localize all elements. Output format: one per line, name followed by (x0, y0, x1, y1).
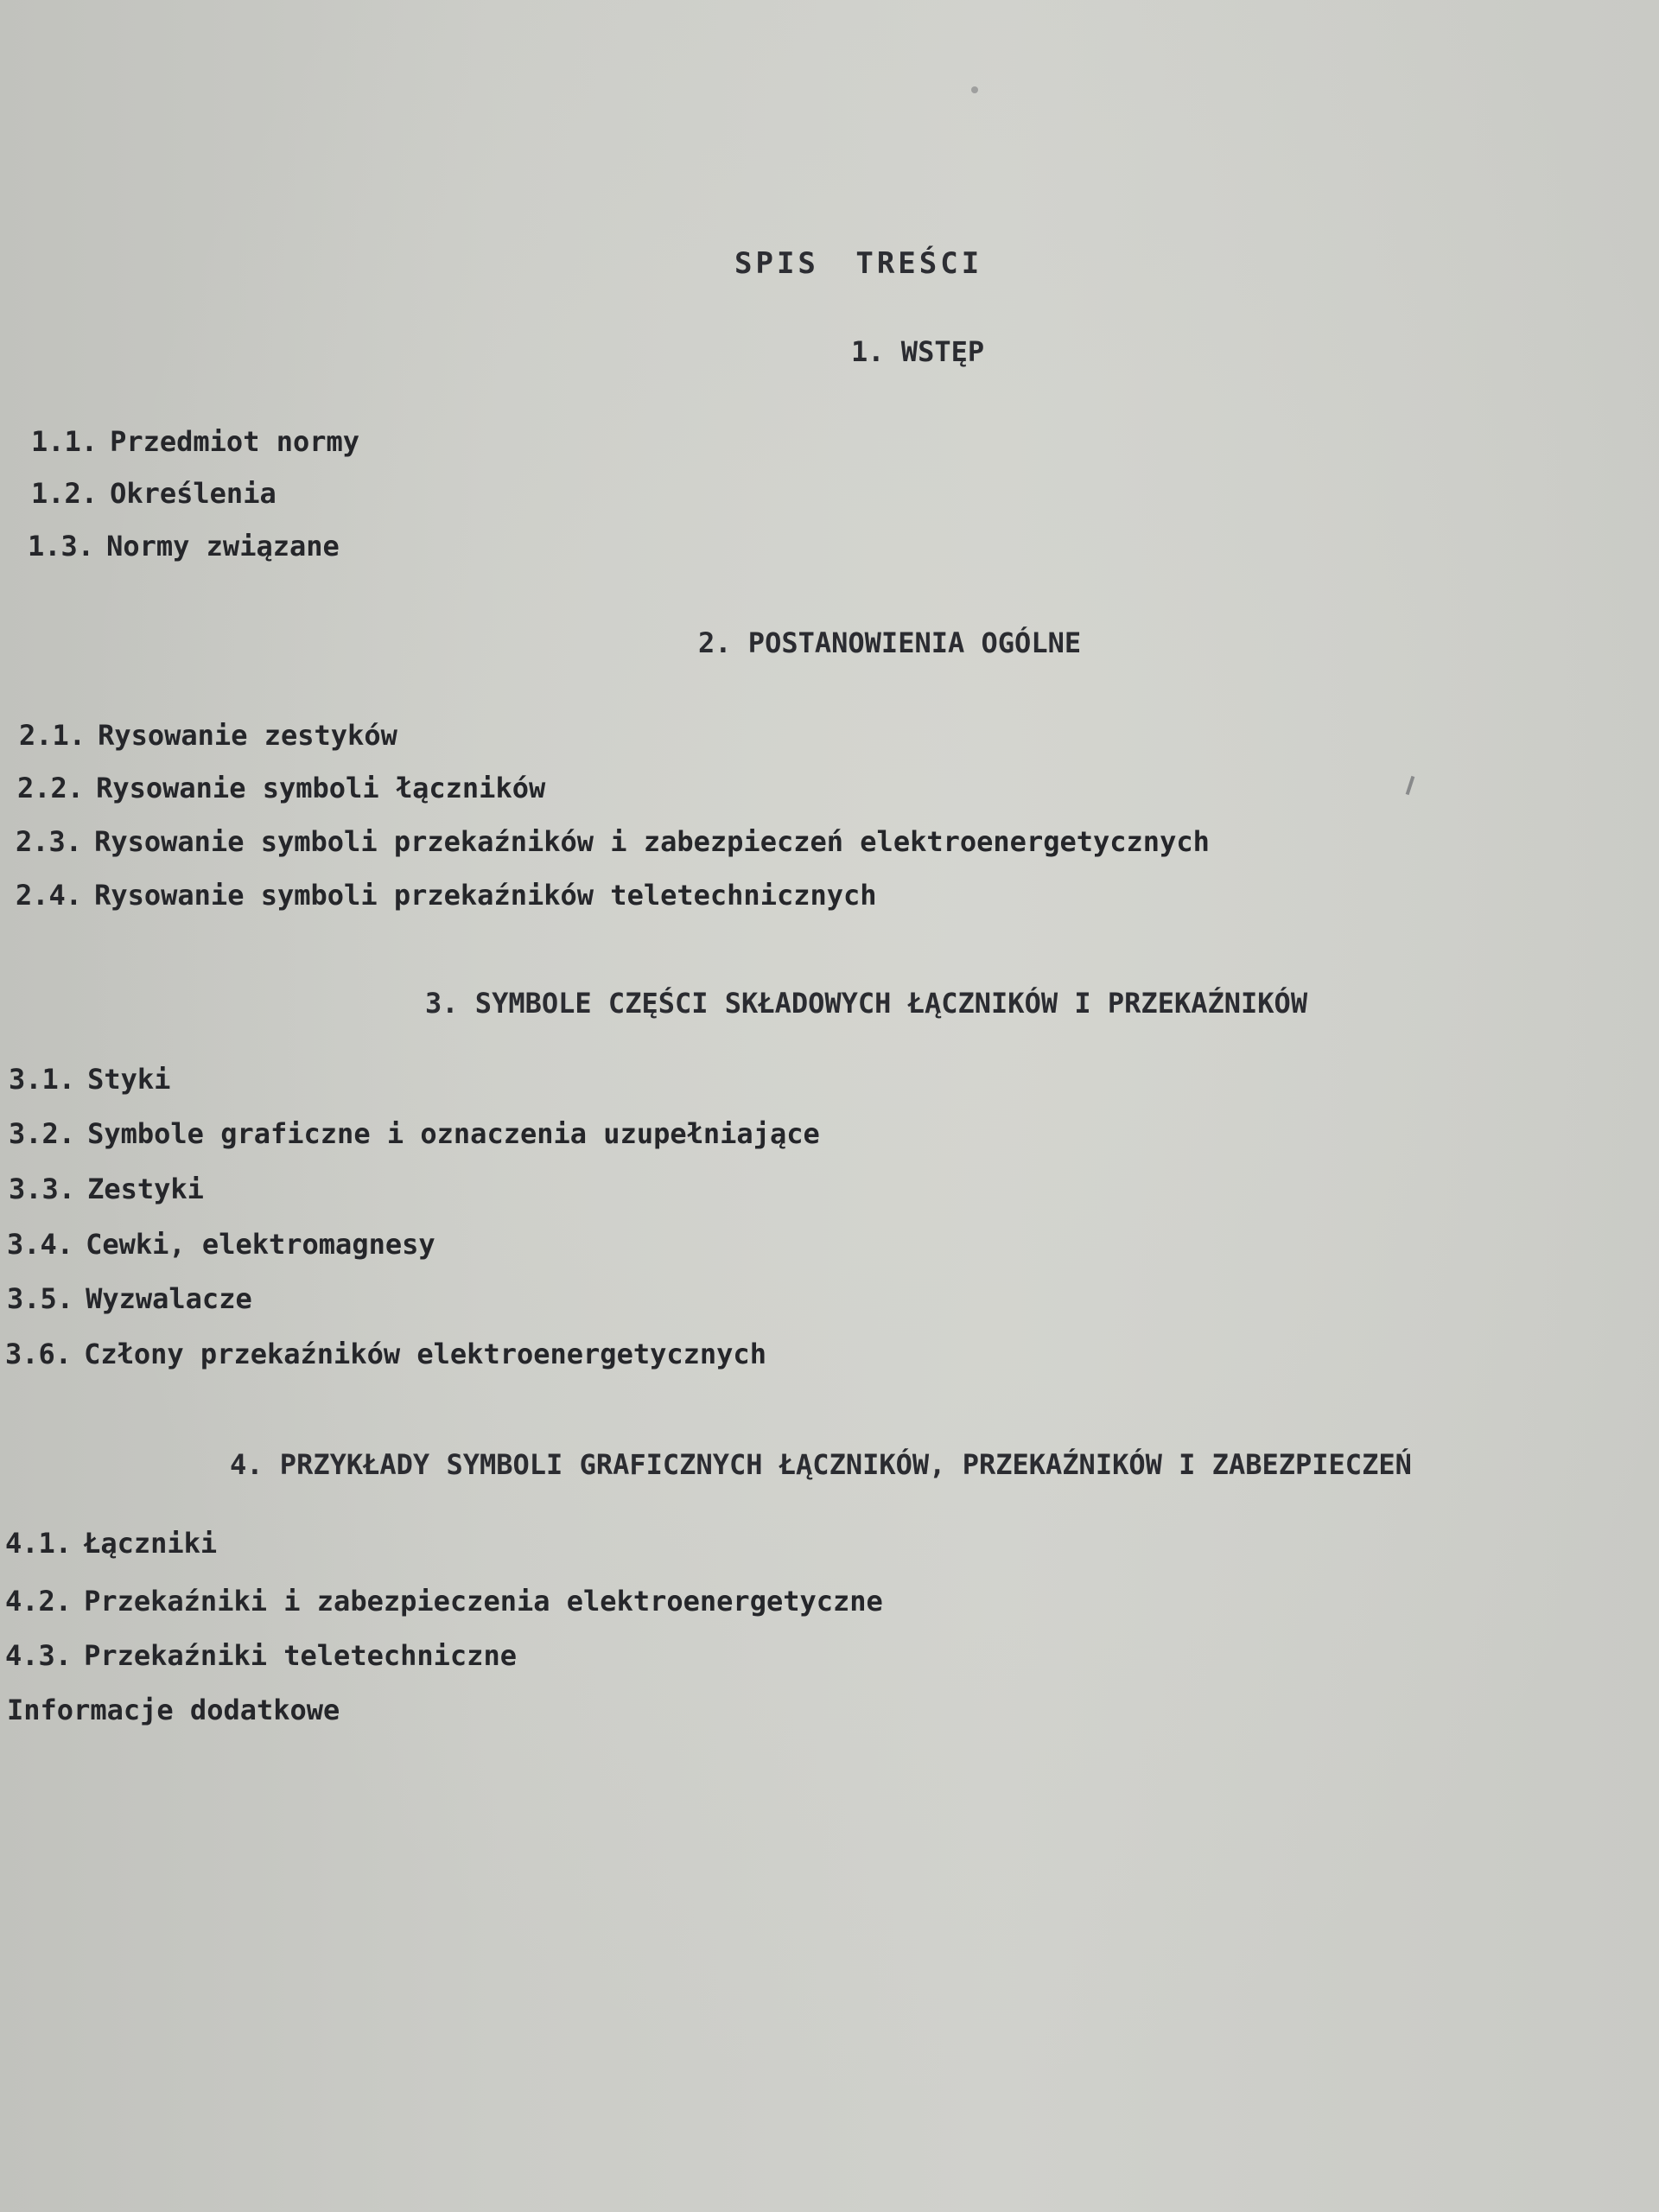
toc-item-label: Przekaźniki teletechniczne (84, 1639, 517, 1672)
toc-item-3-6 (5, 1338, 766, 1370)
paper-speck (971, 86, 978, 93)
toc-item-1-1 (31, 425, 359, 458)
toc-item-number: 3.5. (7, 1282, 74, 1315)
toc-item-number: 2.3. (16, 825, 83, 858)
toc-item-2-1 (19, 719, 397, 752)
section-heading-3: 3. SYMBOLE CZĘŚCI SKŁADOWYCH ŁĄCZNIKÓW I PRZEKAŹNIKÓW (425, 987, 1308, 1020)
toc-item-number: 4.3. (5, 1639, 73, 1672)
section-heading-1: 1. WSTĘP (851, 335, 985, 368)
toc-item-label: Określenia (110, 477, 276, 510)
toc-item-number: 2.1. (19, 719, 86, 752)
toc-item-number: 3.4. (7, 1228, 74, 1261)
page-title: SPIS TREŚCI (734, 246, 983, 281)
toc-item-2-2 (17, 772, 545, 804)
toc-item-label: Zestyki (87, 1173, 204, 1205)
section-heading-2: 2. POSTANOWIENIA OGÓLNE (698, 626, 1082, 659)
toc-item-2-3 (16, 825, 1210, 858)
toc-item-number: 2.2. (17, 772, 85, 804)
toc-item-4-3 (5, 1639, 517, 1672)
toc-item-4-1 (5, 1527, 217, 1560)
toc-item-label: Cewki, elektromagnesy (86, 1228, 435, 1261)
toc-item-label: Rysowanie symboli przekaźników teletechnicznych (94, 879, 877, 912)
toc-item-1-2 (31, 477, 276, 510)
toc-item-label: Symbole graficzne i oznaczenia uzupełniające (87, 1117, 820, 1150)
toc-item-2-4 (16, 879, 877, 912)
toc-item-number: 4.1. (5, 1527, 73, 1560)
toc-item-number: 1.1. (31, 425, 99, 458)
toc-item-number: 3.2. (9, 1117, 76, 1150)
toc-item-3-4 (7, 1228, 435, 1261)
toc-item-label: Łączniki (84, 1527, 218, 1560)
toc-item-label: Przekaźniki i zabezpieczenia elektroenergetyczne (84, 1585, 883, 1618)
toc-item-number: 3.3. (9, 1173, 76, 1205)
toc-item-label: Rysowanie symboli przekaźników i zabezpieczeń elektroenergetycznych (94, 825, 1210, 858)
section-heading-4: 4. PRZYKŁADY SYMBOLI GRAFICZNYCH ŁĄCZNIKÓW, PRZEKAŹNIKÓW I ZABEZPIECZEŃ (230, 1448, 1412, 1481)
toc-item-label: Przedmiot normy (110, 425, 360, 458)
toc-item-label: Rysowanie zestyków (98, 719, 397, 752)
toc-item-1-3 (28, 530, 340, 563)
toc-appendix: Informacje dodatkowe (7, 1694, 340, 1726)
paper-mark (1406, 776, 1415, 795)
toc-item-label: Normy związane (106, 530, 340, 563)
toc-item-number: 3.1. (9, 1063, 76, 1096)
toc-item-number: 4.2. (5, 1585, 73, 1618)
toc-item-3-5 (7, 1282, 252, 1315)
toc-item-number: 1.2. (31, 477, 99, 510)
toc-item-label: Wyzwalacze (86, 1282, 252, 1315)
toc-item-3-2 (9, 1117, 820, 1150)
toc-item-label: Rysowanie symboli łączników (96, 772, 546, 804)
toc-item-3-1 (9, 1063, 170, 1096)
toc-item-number: 3.6. (5, 1338, 73, 1370)
toc-item-label: Styki (87, 1063, 171, 1096)
toc-item-3-3 (9, 1173, 204, 1205)
toc-item-number: 2.4. (16, 879, 83, 912)
toc-item-4-2 (5, 1585, 883, 1618)
toc-item-number: 1.3. (28, 530, 95, 563)
toc-item-label: Człony przekaźników elektroenergetycznych (84, 1338, 766, 1370)
